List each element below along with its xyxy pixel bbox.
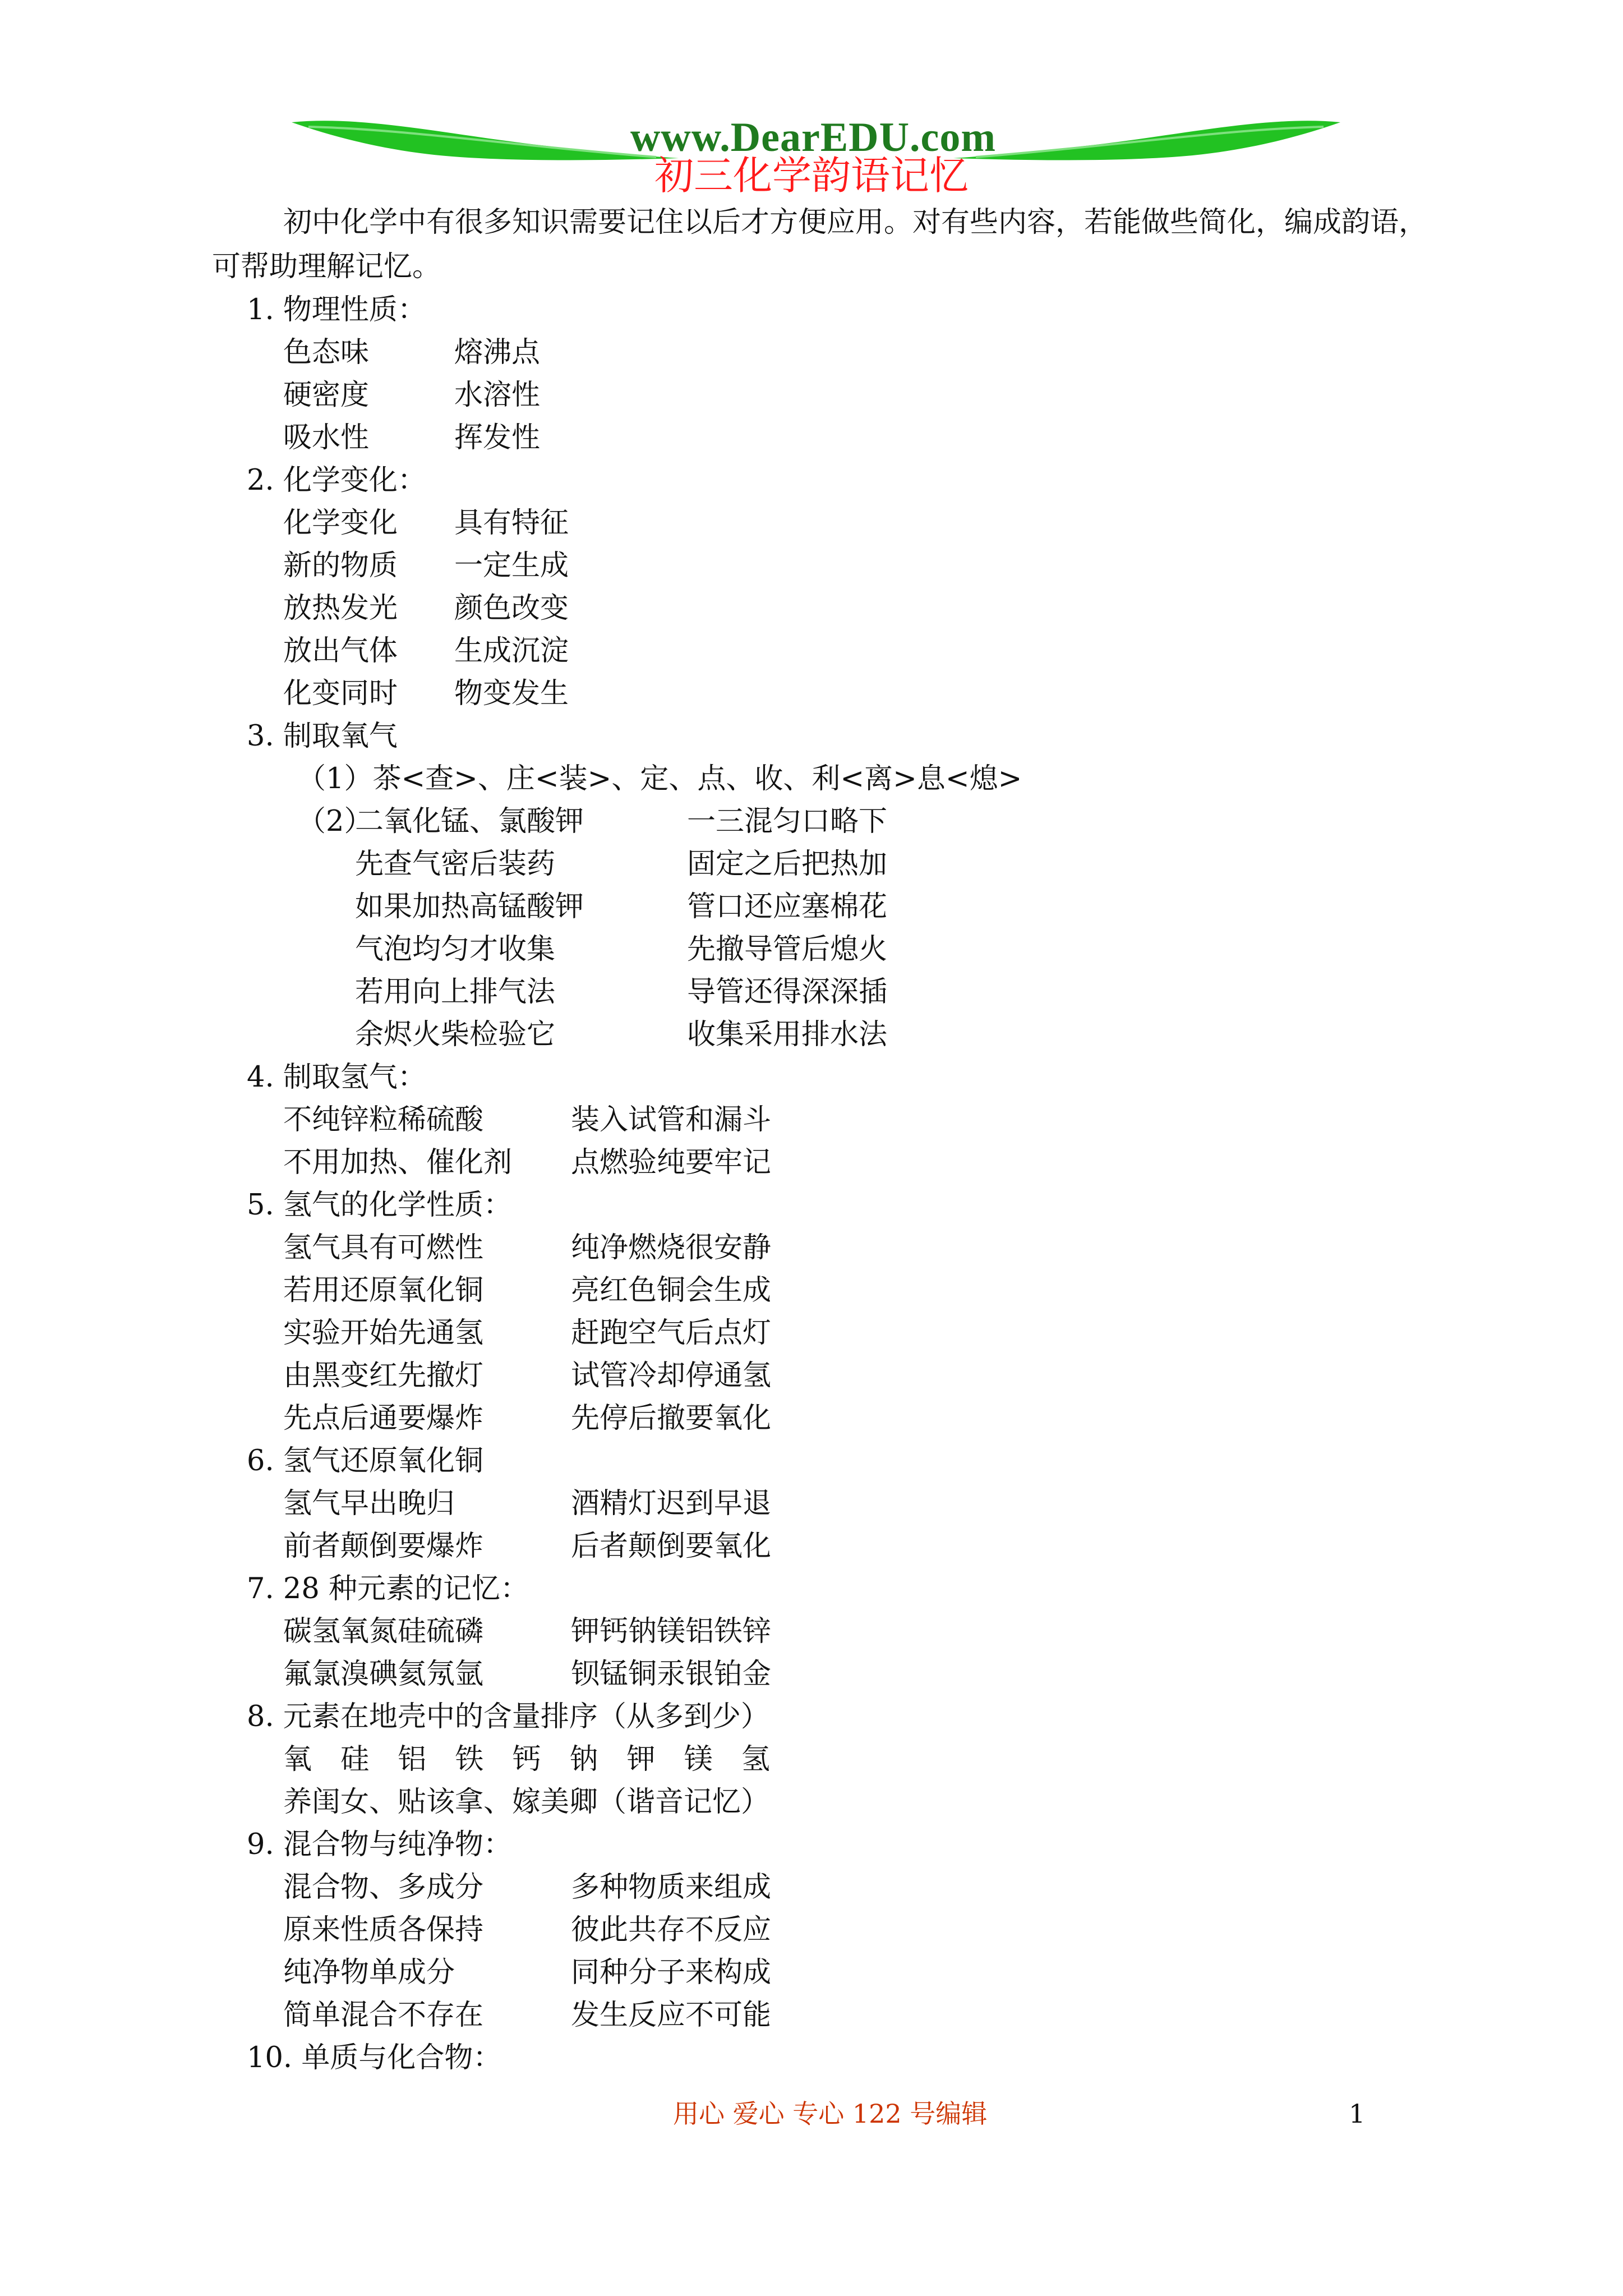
element-name: 铝: [398, 1743, 427, 1776]
verse-left: 吸水性: [283, 421, 370, 454]
section-heading: 8. 元素在地壳中的含量排序（从多到少）: [247, 1700, 769, 1733]
verse-left: 放热发光: [283, 592, 398, 625]
verse-left: 氢气早出晚归: [283, 1487, 455, 1520]
section-heading: 1. 物理性质：: [247, 293, 426, 326]
intro-line: 可帮助理解记忆。: [212, 250, 441, 283]
section-heading: 7. 28 种元素的记忆：: [247, 1572, 529, 1605]
element-name: 镁: [684, 1743, 713, 1776]
verse-left: 如果加热高锰酸钾: [355, 890, 584, 923]
verse-right: 导管还得深深插: [687, 976, 888, 1009]
verse-right: 同种分子来构成: [571, 1956, 772, 1989]
verse-left: 二氧化锰、氯酸钾: [355, 805, 584, 838]
verse-right: 点燃验纯要牢记: [571, 1146, 772, 1179]
intro-line: 初中化学中有很多知识需要记住以后才方便应用。对有些内容，若能做些简化，编成韵语，: [283, 206, 1428, 239]
verse-right: 装入试管和漏斗: [571, 1103, 772, 1137]
element-name: 氢: [741, 1743, 770, 1776]
verse-left: 实验开始先通氢: [283, 1317, 484, 1350]
verse-right: 一定生成: [454, 549, 569, 582]
verse-left: 放出气体: [283, 634, 398, 668]
verse-right: 一三混匀口略下: [687, 805, 888, 838]
site-url: www.DearEDU.com: [630, 114, 997, 160]
verse-right: 具有特征: [454, 507, 569, 540]
section-heading: 3. 制取氧气: [247, 720, 398, 753]
verse-left: 纯净物单成分: [283, 1956, 455, 1989]
section-heading: 4. 制取氢气：: [247, 1061, 426, 1094]
verse-left: 不纯锌粒稀硫酸: [283, 1103, 484, 1137]
verse-right: 颜色改变: [454, 592, 569, 625]
verse-right: 后者颠倒要氧化: [571, 1530, 772, 1563]
section-heading: 6. 氢气还原氧化铜: [247, 1444, 483, 1478]
verse-right: 多种物质来组成: [571, 1871, 772, 1904]
verse-left: 混合物、多成分: [283, 1871, 484, 1904]
verse-left: 由黑变红先撤灯: [283, 1359, 484, 1392]
method-prefix: （2）: [297, 805, 373, 838]
verse-left: 不用加热、催化剂: [283, 1146, 513, 1179]
verse-right: 熔沸点: [454, 336, 541, 369]
verse-right: 钡锰铜汞银铂金: [571, 1658, 772, 1691]
verse-left: 硬密度: [283, 379, 370, 412]
verse-right: 纯净燃烧很安静: [571, 1231, 772, 1264]
verse-left: 余烬火柴检验它: [355, 1018, 556, 1051]
footer-text: 用心 爱心 专心 122 号编辑: [673, 2099, 988, 2129]
verse-left: 新的物质: [283, 549, 398, 582]
verse-right: 生成沉淀: [454, 634, 569, 668]
page-title: 初三化学韵语记忆: [654, 153, 969, 199]
verse-left: 化学变化: [283, 507, 398, 540]
verse-left: 先点后通要爆炸: [283, 1402, 484, 1435]
verse-left: 前者颠倒要爆炸: [283, 1530, 484, 1563]
element-name: 钾: [626, 1743, 656, 1776]
verse-right: 试管冷却停通氢: [571, 1359, 772, 1392]
verse-left: 气泡均匀才收集: [355, 933, 556, 966]
mnemonic-line: 养闺女、贴该拿、嫁美卿（谐音记忆）: [283, 1786, 770, 1819]
verse-right: 管口还应塞棉花: [687, 890, 888, 923]
verse-right: 酒精灯迟到早退: [571, 1487, 772, 1520]
verse-left: 原来性质各保持: [283, 1913, 484, 1947]
element-name: 硅: [340, 1743, 370, 1776]
element-name: 钠: [569, 1743, 598, 1776]
verse-right: 收集采用排水法: [687, 1018, 888, 1051]
section-heading: 5. 氢气的化学性质：: [247, 1189, 512, 1222]
verse-left: 氢气具有可燃性: [283, 1231, 484, 1264]
verse-right: 发生反应不可能: [571, 1999, 772, 2032]
verse-right: 亮红色铜会生成: [571, 1274, 772, 1307]
element-name: 钙: [512, 1743, 541, 1776]
element-name: 氧: [283, 1743, 312, 1776]
verse-right: 固定之后把热加: [687, 848, 888, 881]
verse-left: 色态味: [283, 336, 370, 369]
verse-right: 钾钙钠镁铝铁锌: [571, 1615, 772, 1648]
section-heading: 2. 化学变化：: [247, 464, 426, 497]
verse-left: 氟氯溴碘氦氖氩: [283, 1658, 484, 1691]
page-number: 1: [1349, 2099, 1366, 2129]
verse-right: 挥发性: [454, 421, 541, 454]
section-heading: 9. 混合物与纯净物：: [247, 1828, 512, 1861]
verse-right: 彼此共存不反应: [571, 1913, 772, 1947]
verse-right: 先撤导管后熄火: [687, 933, 888, 966]
page-footer: [0, 2094, 1623, 2133]
verse-right: 物变发生: [454, 677, 569, 710]
verse-right: 先停后撤要氧化: [571, 1402, 772, 1435]
verse-left: 若用向上排气法: [355, 976, 556, 1009]
element-order: [283, 1740, 770, 1779]
verse-right: 水溶性: [454, 379, 541, 412]
verse-left: 先查气密后装药: [355, 848, 556, 881]
verse-left: 化变同时: [283, 677, 398, 710]
method-line: （1）茶<查>、庄<装>、定、点、收、利<离>息<熄>: [297, 762, 1022, 795]
verse-left: 若用还原氧化铜: [283, 1274, 484, 1307]
section-heading: 10. 单质与化合物：: [247, 2041, 502, 2074]
verse-left: 碳氢氧氮硅硫磷: [283, 1615, 484, 1648]
verse-left: 简单混合不存在: [283, 1999, 484, 2032]
element-name: 铁: [455, 1743, 484, 1776]
verse-right: 赶跑空气后点灯: [571, 1317, 772, 1350]
